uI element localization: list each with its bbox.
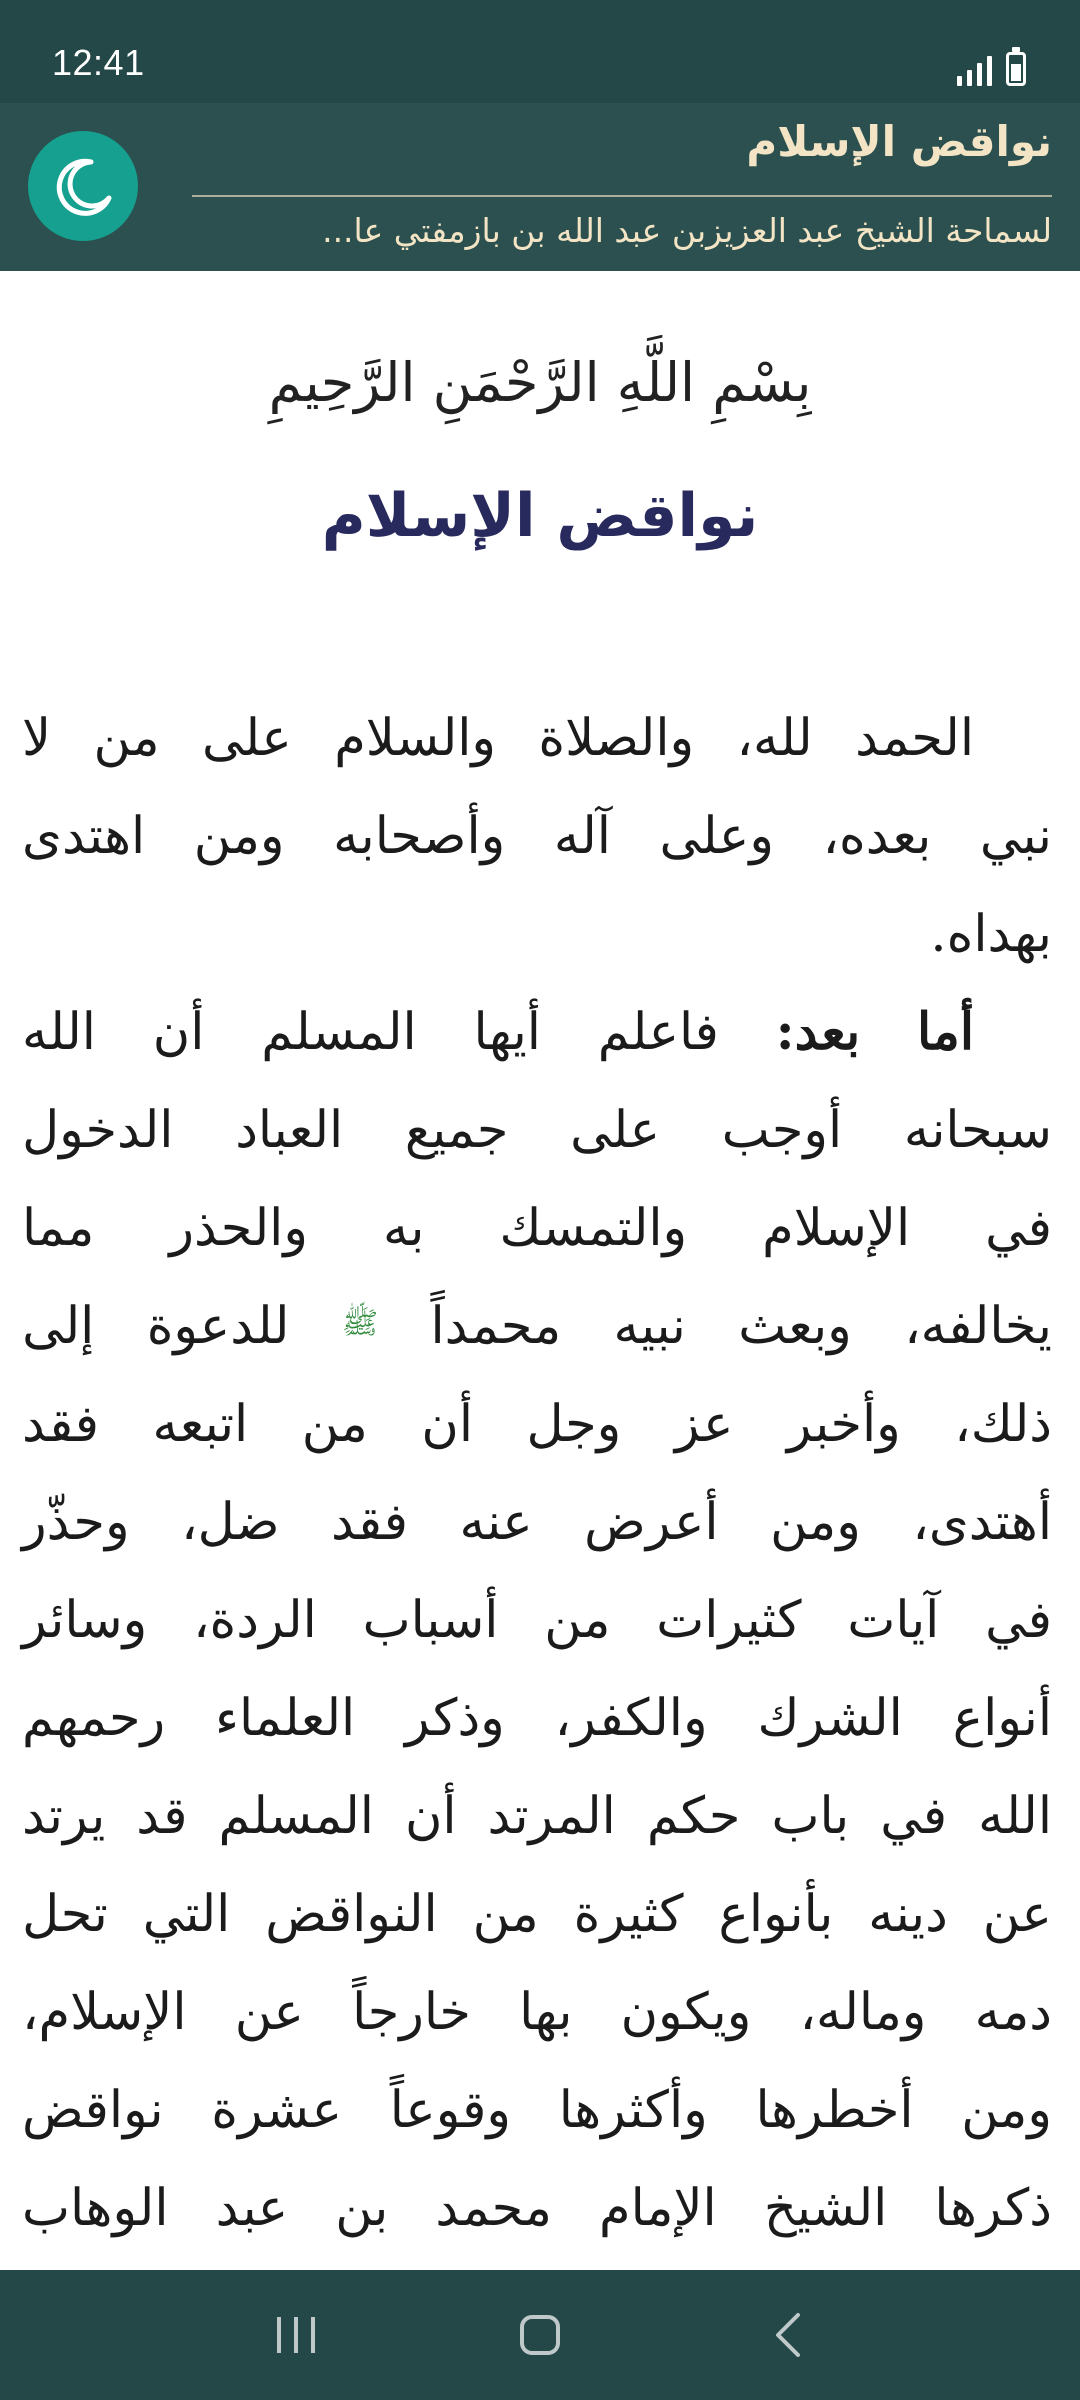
text-word: الحمد [855,708,974,768]
text-line [22,1963,1052,2061]
text-word: وعلى [659,806,774,866]
text-word: العلماء [214,1688,356,1748]
text-word: الشرك [757,1688,903,1748]
night-mode-button[interactable] [28,131,138,241]
text-word: بعده، [822,806,932,866]
text-line [22,1179,1052,1277]
text-word: الدخول [22,1100,174,1160]
text-word: أعرض [584,1492,719,1552]
recent-apps-button[interactable] [226,2270,366,2400]
text-word: بأنواع [718,1884,834,1944]
text-line [22,1669,1052,1767]
text-word: والتمسك [499,1198,688,1258]
text-word: دمه [974,1982,1052,2042]
reading-content[interactable] [0,271,1080,2270]
text-word: في [880,1786,948,1846]
text-word: والكفر، [554,1688,708,1748]
text-word: وأخبر [786,1394,901,1454]
text-word: في [985,1590,1052,1650]
text-word: جميع [404,1100,509,1160]
text-word: وقوعاً [389,2080,512,2140]
text-word: بن [335,2178,389,2238]
app-header [0,103,1080,271]
text-word: لله، [736,708,813,768]
text-word: من [93,708,160,768]
recent-apps-icon [271,2313,321,2357]
page-title: نواقض الإسلام [321,481,759,551]
text-word: الله [978,1786,1052,1846]
text-word: المسلم [218,1786,374,1846]
text-word: على [201,708,292,768]
text-word: على [570,1100,660,1160]
text-word: آله [553,806,611,866]
text-word: في [985,1198,1052,1258]
text-word: نبيه [613,1296,686,1356]
text-word: أسباب [362,1590,499,1650]
text-word: سبحانه [903,1100,1052,1160]
text-word: المسلم [261,1002,417,1062]
text-word: فقد [331,1492,408,1552]
back-icon [768,2311,808,2359]
text-word: أنواع [952,1688,1052,1748]
book-title: نواقض الإسلام [746,117,1052,166]
text-word: الإسلام [762,1198,911,1258]
text-word: وحذّر [22,1492,130,1552]
text-word: التي [142,1884,231,1944]
text-word: الله [22,1002,96,1062]
text-word: عنه [459,1492,533,1552]
text-word: مما [22,1198,95,1258]
text-word: ذكرها [934,2178,1052,2238]
book-author: لسماحة الشيخ عبد العزيزبن عبد الله بن بازمفتي عا... [322,211,1052,250]
back-button[interactable] [718,2270,858,2400]
text-word: أما [916,1002,974,1062]
basmala: بِسْمِ اللَّهِ الرَّحْمَنِ الرَّحِيمِ [268,351,812,414]
text-word: أيها [473,1002,541,1062]
text-word: عن [234,1982,304,2042]
home-icon [518,2313,562,2357]
text-word: وذكر [405,1688,505,1748]
text-line [22,2159,1052,2257]
text-word: بها [519,1982,573,2042]
text-word: والسلام [334,708,497,768]
text-word: حكم [646,1786,741,1846]
text-word: بهداه. [930,904,1052,964]
text-word: رحمهم [22,1688,166,1748]
text-word: أن [421,1394,474,1454]
text-word: فقد [22,1394,99,1454]
text-word: للدعوة [146,1296,290,1356]
text-word: والصلاة [538,708,695,768]
text-line [22,1767,1052,1865]
text-word: النواقض [265,1884,438,1944]
text-line [22,1277,1052,1375]
text-line [22,1081,1052,1179]
text-word: فاعلم [597,1002,719,1062]
text-word: والحذر [169,1198,308,1258]
moon-icon [51,154,115,218]
text-word: المرتد [487,1786,616,1846]
text-word: باب [771,1786,850,1846]
text-word: العباد [235,1100,344,1160]
text-word: نبي [979,806,1052,866]
text-word: تحل [22,1884,108,1944]
text-word: من [544,1590,611,1650]
text-word: الإسلام، [22,1982,187,2042]
text-word: به [382,1198,425,1258]
text-word: عبد [215,2178,289,2238]
text-word: محمد [435,2178,552,2238]
text-word: عن [982,1884,1052,1944]
text-line [22,1473,1052,1571]
text-word: ذلك، [954,1394,1052,1454]
text-word: كثيرة [573,1884,684,1944]
text-word: ومن [193,806,285,866]
text-word: كثيرات [656,1590,802,1650]
text-word: وجل [526,1394,622,1454]
text-word: أن [152,1002,205,1062]
status-bar [0,0,1080,103]
text-line [22,2061,1052,2159]
text-word: يخالفه، [904,1296,1052,1356]
text-word: وأكثرها [558,2080,708,2140]
text-word: وأصحابه [333,806,506,866]
text-word: بعد: [775,1002,861,1062]
text-word: اتبعه [152,1394,249,1454]
text-word: أن [404,1786,457,1846]
text-word: محمداً [430,1296,562,1356]
text-word: أهتدى، [912,1492,1052,1552]
battery-icon [1006,52,1026,86]
text-word: من [472,1884,539,1944]
text-word: عشرة [211,2080,343,2140]
navigation-bar [0,2270,1080,2400]
text-line [22,885,1052,983]
text-word: الشيخ [763,2178,888,2238]
text-word: آيات [847,1590,940,1650]
text-word: الإمام [599,2178,717,2238]
text-line [22,689,1052,787]
text-word: ومن [961,2080,1052,2140]
text-line [22,1865,1052,1963]
text-word: نواقض [22,2080,164,2140]
text-word: وبعث [738,1296,852,1356]
home-button[interactable] [470,2270,610,2400]
header-divider [192,195,1052,197]
status-time: 12:41 [52,42,145,83]
body-text [22,689,1052,2257]
text-word: خارجاً [352,1982,471,2042]
text-word: الوهاب [22,2178,169,2238]
text-word: قد [136,1786,188,1846]
text-word: لا [22,708,52,768]
text-word: ضل، [181,1492,280,1552]
text-word: ويكون [620,1982,752,2042]
text-word: يرتد [22,1786,106,1846]
text-word: الردة، [193,1590,317,1650]
text-word: إلى [22,1296,95,1356]
text-word: اهتدى [22,806,146,866]
text-line [22,983,1052,1081]
text-word: من [301,1394,368,1454]
status-icons [957,46,1026,86]
text-line [22,1375,1052,1473]
text-word: عز [674,1394,734,1454]
text-line [22,1571,1052,1669]
text-word: دينه [868,1884,948,1944]
text-word: وماله، [799,1982,927,2042]
text-word: أوجب [721,1100,843,1160]
text-word: أخطرها [755,2080,914,2140]
signal-icon [957,54,992,86]
text-word: ﷺ [341,1305,379,1341]
text-word: ومن [770,1492,861,1552]
text-line [22,787,1052,885]
text-word: وسائر [22,1590,148,1650]
